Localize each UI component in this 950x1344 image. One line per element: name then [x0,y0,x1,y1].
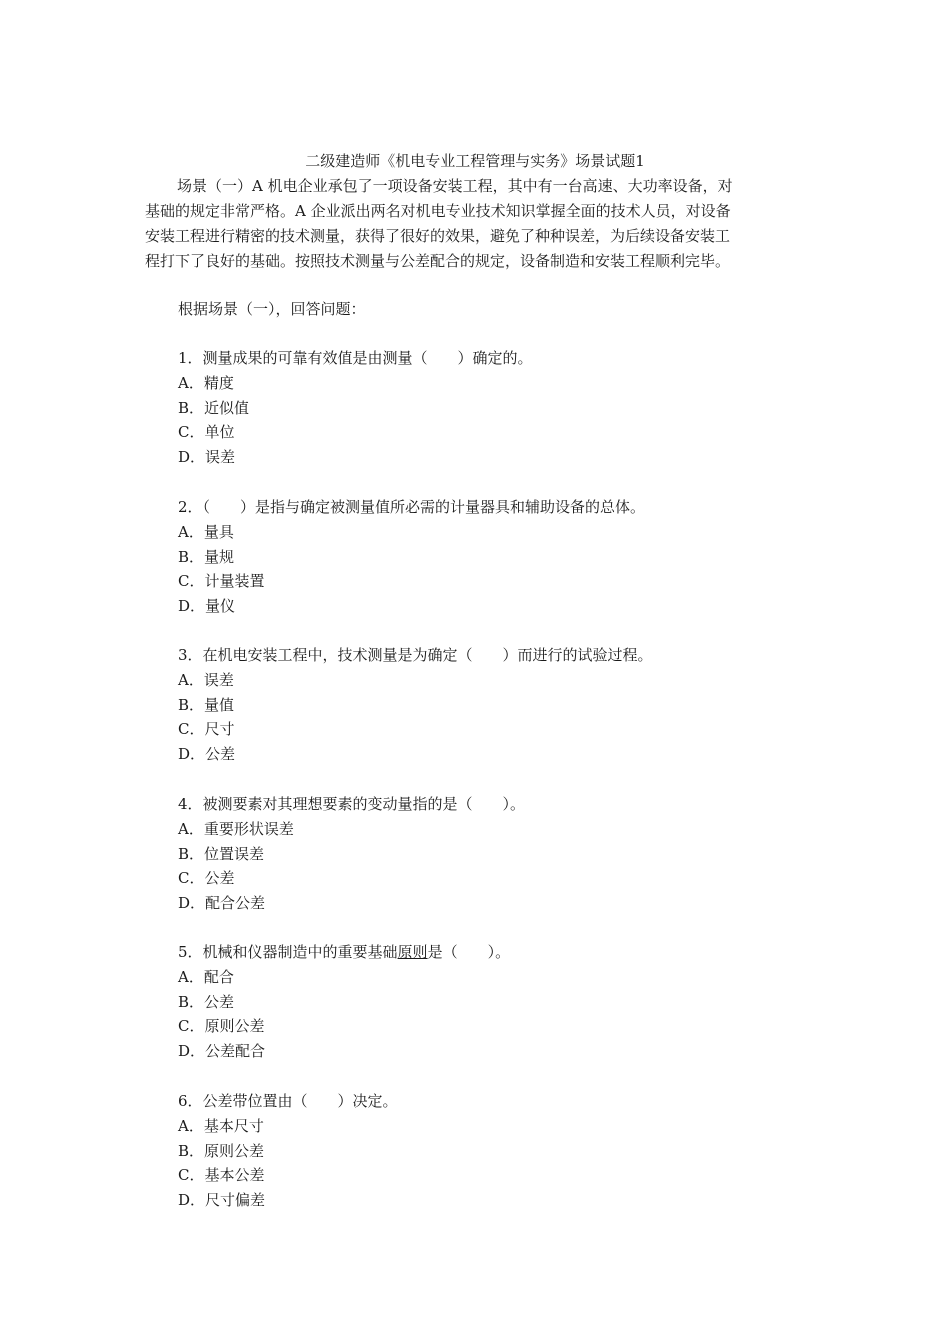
answer-option: D．量仪 [178,597,236,616]
question-block [178,643,653,767]
question-stem: 4．被测要素对其理想要素的变动量指的是（ ）。 [178,795,526,813]
scenario-line: 程打下了良好的基础。按照技术测量与公差配合的规定，设备制造和安装工程顺利完毕。 [145,252,731,270]
question-block [178,1089,398,1213]
question-block [178,346,533,470]
answer-option: A．量具 [178,522,234,541]
question-stem-text: 是（ ）。 [427,943,511,961]
answer-option: C．公差 [178,869,235,888]
answer-option: A．误差 [178,670,234,689]
question-stem: 1．测量成果的可靠有效值是由测量（ ）确定的。 [178,349,533,367]
question-stem: 2．（ ）是指与确定被测量值所必需的计量器具和辅助设备的总体。 [178,498,646,516]
answer-option: D．公差配合 [178,1042,266,1061]
scenario-line: 安装工程进行精密的技术测量，获得了很好的效果，避免了种种误差，为后续设备安装工 [145,227,731,245]
answer-option: D．误差 [178,448,236,467]
answer-option: C．基本公差 [178,1166,265,1185]
answer-option: C．尺寸 [178,720,235,739]
answer-option: C．单位 [178,423,235,442]
answer-option: A．配合 [178,967,234,986]
answer-option: B．公差 [178,992,235,1011]
question-block [178,495,645,619]
document-title: 二级建造师《机电专业工程管理与实务》场景试题1 [305,152,645,170]
answer-option: D．尺寸偏差 [178,1191,266,1210]
answer-option: C．计量装置 [178,572,265,591]
question-stem: 3．在机电安装工程中，技术测量是为确定（ ）而进行的试验过程。 [178,646,653,664]
question-prompt: 根据场景（一），回答问题： [178,300,366,318]
question-block [178,792,525,916]
underlined-term: 原则 [397,943,428,961]
answer-option: B．量值 [178,695,235,714]
scenario-paragraph [145,174,805,274]
answer-option: B．位置误差 [178,844,265,863]
answer-option: D．配合公差 [178,894,266,913]
question-block [178,940,510,1064]
answer-option: A．重要形状误差 [178,819,294,838]
answer-option: A．基本尺寸 [178,1116,264,1135]
question-stem: 6．公差带位置由（ ）决定。 [178,1092,398,1110]
answer-option: B．原则公差 [178,1141,265,1160]
answer-option: B．近似值 [178,398,250,417]
answer-option: B．量规 [178,547,235,566]
answer-option: C．原则公差 [178,1017,265,1036]
question-stem [178,940,510,965]
scenario-line: 基础的规定非常严格。A 企业派出两名对机电专业技术知识掌握全面的技术人员，对设备 [145,202,731,220]
scenario-line: 场景（一）A 机电企业承包了一项设备安装工程，其中有一台高速、大功率设备，对 [177,177,733,195]
question-stem-text: 5．机械和仪器制造中的重要基础 [178,943,398,961]
answer-option: A．精度 [178,373,234,392]
answer-option: D．公差 [178,745,236,764]
